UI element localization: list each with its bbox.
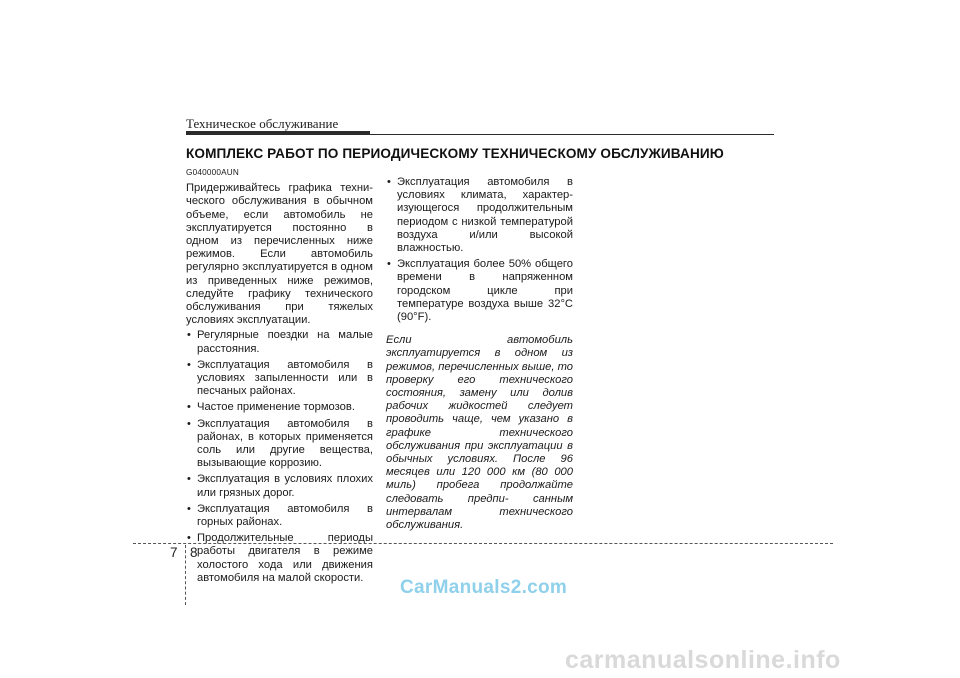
footer-dashed-divider [185,545,186,605]
section-title: Техническое обслуживание [186,116,339,131]
intro-paragraph: Придерживайтесь графика техни- ческого обслуживания в обычном объеме, если автомобиль не эксплуатируется постоянно в одном из перечисленных ниже режимов. Если автомобиль регулярно эксплуатируется в одном из приведенных ниже режимов, следуйте графику технического обслуживания при тяжелых условиях эксплуатации. [186,182,373,327]
left-column [186,166,373,588]
right-column [386,174,573,532]
header-rule-dark [186,131,370,135]
italic-note: Если автомобиль эксплуатируется в одном из режимов, перечисленных выше, то проверку его технического состояния, замену или долив рабочих жидкостей следует проводить чаще, чем указано в графике технического обслуживания при эксплуатации в обычных условиях. После 96 месяцев или 120 000 км (80 000 миль) пробега продолжайте следовать предпи- санным интервалам технического обслуживания. [386,334,573,532]
list-item: • Частое применение тормозов. [186,401,373,414]
watermark-carmanuals2: CarManuals2.com [400,577,568,598]
page-heading: КОМПЛЕКС РАБОТ ПО ПЕРИОДИЧЕСКОМУ ТЕХНИЧЕСКОМУ ОБСЛУЖИВАНИЮ [186,146,724,161]
list-item: • Продолжительные периоды работы двигателя в режиме холостого хода или движения автомобиля на малой скорости. [186,532,373,585]
footer-dashed-rule [133,543,833,544]
list-item: • Регулярные поездки на малые расстояния. [186,329,373,355]
list-item: • Эксплуатация автомобиля в условиях климата, характер- изующегося продолжительным периодом с низкой температурой воздуха и/или высокой влажностью. [386,176,573,255]
list-item: • Эксплуатация автомобиля в условиях запыленности или в песчаных районах. [186,359,373,399]
header-rule-thin [370,134,774,135]
page-chapter-number: 7 [170,545,178,560]
section-code: G040000AUN [186,168,239,177]
list-item: • Эксплуатация автомобиля в районах, в которых применяется соль или другие вещества, вызывающие коррозию. [186,418,373,471]
watermark-carmanualsonline: carmanualsonline.info [565,646,841,674]
right-bullet-list [386,176,573,324]
list-item: • Эксплуатация автомобиля в горных районах. [186,503,373,529]
list-item: • Эксплуатация более 50% общего времени в напряженном городском цикле при температуре воздуха выше 32°C (90°F). [386,258,573,324]
list-item: • Эксплуатация в условиях плохих или грязных дорог. [186,473,373,499]
left-bullet-list [186,329,373,585]
page-number: 8 [190,545,198,560]
